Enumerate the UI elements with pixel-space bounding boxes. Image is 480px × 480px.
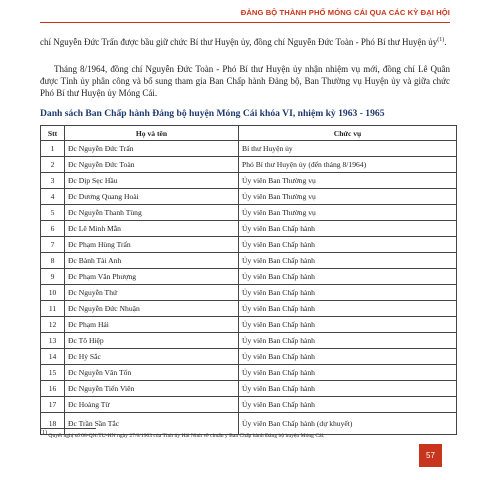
table-row	[41, 173, 457, 189]
header-rule	[40, 22, 450, 23]
cell-stt: 3	[41, 173, 65, 189]
cell-name: Đc Nguyễn Thanh Tùng	[65, 205, 239, 221]
cell-position: Ủy viên Ban Chấp hành	[239, 397, 457, 413]
cell-name: Đc Phạm Hải	[65, 317, 239, 333]
table-row	[41, 397, 457, 413]
cell-name: Đc Phạm Hùng Trấn	[65, 237, 239, 253]
table-row	[41, 189, 457, 205]
table-row	[41, 269, 457, 285]
cell-name: Đc Lê Minh Mẫn	[65, 221, 239, 237]
table-row	[41, 301, 457, 317]
footnote-reference: (1)	[437, 37, 445, 43]
cell-name: Đc Tô Hiệp	[65, 333, 239, 349]
cell-stt: 5	[41, 205, 65, 221]
footnote-text: Quyết nghị số 08-QN/TU-HN ngày 27/6/1963 của Tỉnh ủy Hải Ninh về chuẩn y Ban Chấp hành Đảng bộ huyện Móng Cái.	[47, 433, 325, 439]
cell-stt: 16	[41, 381, 65, 397]
cell-stt: 11	[41, 301, 65, 317]
cell-stt: 8	[41, 253, 65, 269]
header-position: Chức vụ	[239, 126, 457, 141]
cell-stt: 2	[41, 157, 65, 173]
cell-position: Ủy viên Ban Chấp hành	[239, 269, 457, 285]
cell-stt: 1	[41, 141, 65, 157]
cell-position: Ủy viên Ban Chấp hành (dự khuyết)	[239, 413, 457, 435]
cell-name: Đc Hoàng Từ	[65, 397, 239, 413]
paragraph-1	[40, 36, 450, 48]
table-row	[41, 141, 457, 157]
page-number: 57	[419, 444, 442, 467]
table-row	[41, 237, 457, 253]
cell-stt: 12	[41, 317, 65, 333]
cell-stt: 18	[41, 413, 65, 435]
cell-position: Ủy viên Ban Chấp hành	[239, 285, 457, 301]
cell-position: Ủy viên Ban Chấp hành	[239, 221, 457, 237]
table-header-row	[41, 126, 457, 141]
cell-name: Đc Nguyễn Thứ	[65, 285, 239, 301]
cell-position: Ủy viên Ban Thường vụ	[239, 205, 457, 221]
cell-name: Đc Nguyễn Tiến Viên	[65, 381, 239, 397]
cell-name: Đc Bành Tài Anh	[65, 253, 239, 269]
cell-position: Ủy viên Ban Chấp hành	[239, 349, 457, 365]
running-header: ĐẢNG BỘ THÀNH PHỐ MÓNG CÁI QUA CÁC KỲ ĐẠI HỘI	[240, 8, 450, 17]
cell-name: Đc Dương Quang Hoài	[65, 189, 239, 205]
cell-position: Ủy viên Ban Chấp hành	[239, 301, 457, 317]
cell-name: Đc Phạm Văn Phượng	[65, 269, 239, 285]
cell-stt: 10	[41, 285, 65, 301]
table-body	[41, 141, 457, 435]
table-row	[41, 317, 457, 333]
table-row	[41, 333, 457, 349]
cell-stt: 14	[41, 349, 65, 365]
cell-position: Ủy viên Ban Thường vụ	[239, 173, 457, 189]
cell-name: Đc Hỷ Sắc	[65, 349, 239, 365]
cell-name: Đc Dịp Sẹc Hầu	[65, 173, 239, 189]
committee-members-table	[40, 125, 457, 435]
cell-position: Phó Bí thư Huyện ủy (đến tháng 8/1964)	[239, 157, 457, 173]
header-stt: Stt	[41, 126, 65, 141]
table-row	[41, 349, 457, 365]
table-row	[41, 381, 457, 397]
footnote	[40, 432, 460, 440]
cell-stt: 7	[41, 237, 65, 253]
cell-name: Đc Nguyễn Đức Trấn	[65, 141, 239, 157]
cell-name: Đc Trần Sần Tắc	[65, 413, 239, 435]
cell-stt: 15	[41, 365, 65, 381]
cell-stt: 13	[41, 333, 65, 349]
footnote-mark: (1)	[40, 430, 47, 437]
cell-position: Ủy viên Ban Chấp hành	[239, 253, 457, 269]
cell-stt: 6	[41, 221, 65, 237]
cell-stt: 17	[41, 397, 65, 413]
cell-position: Ủy viên Ban Chấp hành	[239, 365, 457, 381]
cell-position: Bí thư Huyện ủy	[239, 141, 457, 157]
table-row	[41, 205, 457, 221]
header-name: Họ và tên	[65, 126, 239, 141]
table-row	[41, 253, 457, 269]
cell-position: Ủy viên Ban Chấp hành	[239, 237, 457, 253]
footnote-rule	[40, 428, 96, 429]
paragraph-2: Tháng 8/1964, đồng chí Nguyễn Đức Toàn - Phó Bí thư Huyện ủy nhận nhiệm vụ mới, đồng chí Lê Quân được Tỉnh ủy phân công và bổ sung tham gia Ban Chấp hành Đảng bộ, Ban Thường vụ Huyện ủy và giữa chức Phó Bí thư Huyện ủy Móng Cái.	[40, 64, 450, 98]
paragraph-1-end: .	[444, 37, 447, 47]
cell-position: Ủy viên Ban Chấp hành	[239, 333, 457, 349]
table-row	[41, 221, 457, 237]
table-title: Danh sách Ban Chấp hành Đảng bộ huyện Móng Cái khóa VI, nhiệm kỳ 1963 - 1965	[40, 108, 385, 119]
paragraph-1-text: chí Nguyễn Đức Trấn được bầu giữ chức Bí thư Huyện ủy, đồng chí Nguyễn Đức Toàn - Phó Bí thư Huyện ủy	[40, 37, 438, 47]
cell-name: Đc Nguyễn Đức Toàn	[65, 157, 239, 173]
table-row	[41, 157, 457, 173]
cell-position: Ủy viên Ban Chấp hành	[239, 381, 457, 397]
table-row	[41, 285, 457, 301]
table-row	[41, 365, 457, 381]
cell-stt: 4	[41, 189, 65, 205]
cell-name: Đc Nguyễn Văn Tốn	[65, 365, 239, 381]
cell-position: Ủy viên Ban Thường vụ	[239, 189, 457, 205]
cell-position: Ủy viên Ban Chấp hành	[239, 317, 457, 333]
cell-name: Đc Nguyễn Đức Nhuận	[65, 301, 239, 317]
cell-stt: 9	[41, 269, 65, 285]
